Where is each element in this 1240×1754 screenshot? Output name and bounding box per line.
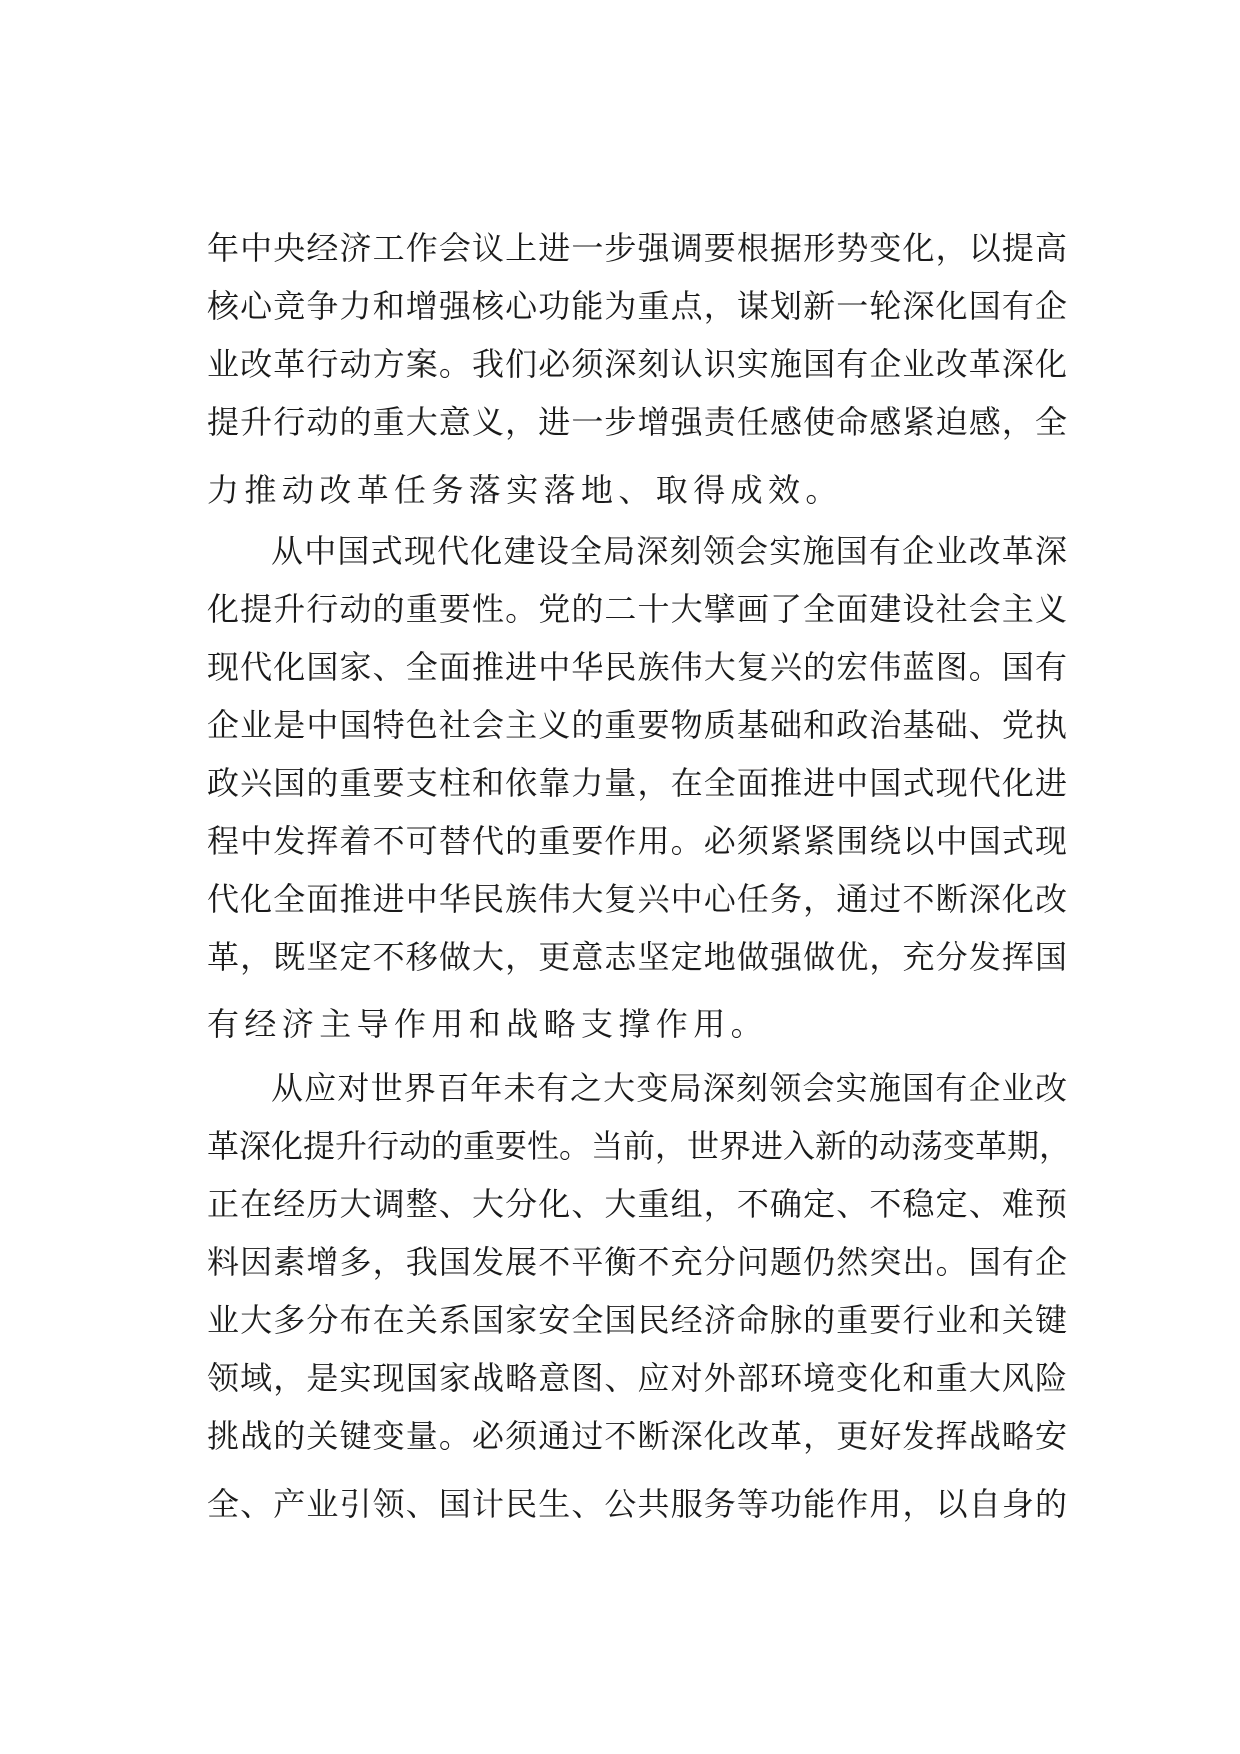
paragraph-line: 核心竞争力和增强核心功能为重点，谋划新一轮深化国有企 [207, 287, 1067, 325]
paragraph-line: 革，既坚定不移做大，更意志坚定地做强做优，充分发挥国 [207, 938, 1067, 976]
paragraph-line: 正在经历大调整、大分化、大重组，不确定、不稳定、难预 [207, 1185, 1067, 1223]
paragraph-line: 从应对世界百年未有之大变局深刻领会实施国有企业改 [271, 1069, 1067, 1107]
paragraph-line: 程中发挥着不可替代的重要作用。必须紧紧围绕以中国式现 [207, 822, 1067, 860]
paragraph-line: 政兴国的重要支柱和依靠力量，在全面推进中国式现代化进 [207, 764, 1067, 802]
paragraph-line: 挑战的关键变量。必须通过不断深化改革，更好发挥战略安 [207, 1417, 1067, 1455]
paragraph-line: 料因素增多，我国发展不平衡不充分问题仍然突出。国有企 [207, 1243, 1067, 1281]
paragraph-line: 全、产业引领、国计民生、公共服务等功能作用，以自身的 [207, 1485, 1067, 1523]
paragraph-line: 力推动改革任务落实落地、取得成效。 [207, 471, 843, 509]
paragraph-line: 革深化提升行动的重要性。当前，世界进入新的动荡变革期， [207, 1127, 1072, 1165]
paragraph-line: 现代化国家、全面推进中华民族伟大复兴的宏伟蓝图。国有 [207, 648, 1067, 686]
paragraph-line: 从中国式现代化建设全局深刻领会实施国有企业改革深 [271, 532, 1067, 570]
paragraph-line: 企业是中国特色社会主义的重要物质基础和政治基础、党执 [207, 706, 1067, 744]
paragraph-line: 领域，是实现国家战略意图、应对外部环境变化和重大风险 [207, 1359, 1067, 1397]
paragraph-line: 代化全面推进中华民族伟大复兴中心任务，通过不断深化改 [207, 880, 1067, 918]
paragraph-line: 化提升行动的重要性。党的二十大擘画了全面建设社会主义 [207, 590, 1067, 628]
paragraph-line: 业改革行动方案。我们必须深刻认识实施国有企业改革深化 [207, 345, 1067, 383]
paragraph-line: 提升行动的重大意义，进一步增强责任感使命感紧迫感，全 [207, 403, 1067, 441]
paragraph-line: 有经济主导作用和战略支撑作用。 [207, 1005, 769, 1043]
paragraph-line: 业大多分布在关系国家安全国民经济命脉的重要行业和关键 [207, 1301, 1067, 1339]
paragraph-line: 年中央经济工作会议上进一步强调要根据形势变化，以提高 [207, 229, 1067, 267]
